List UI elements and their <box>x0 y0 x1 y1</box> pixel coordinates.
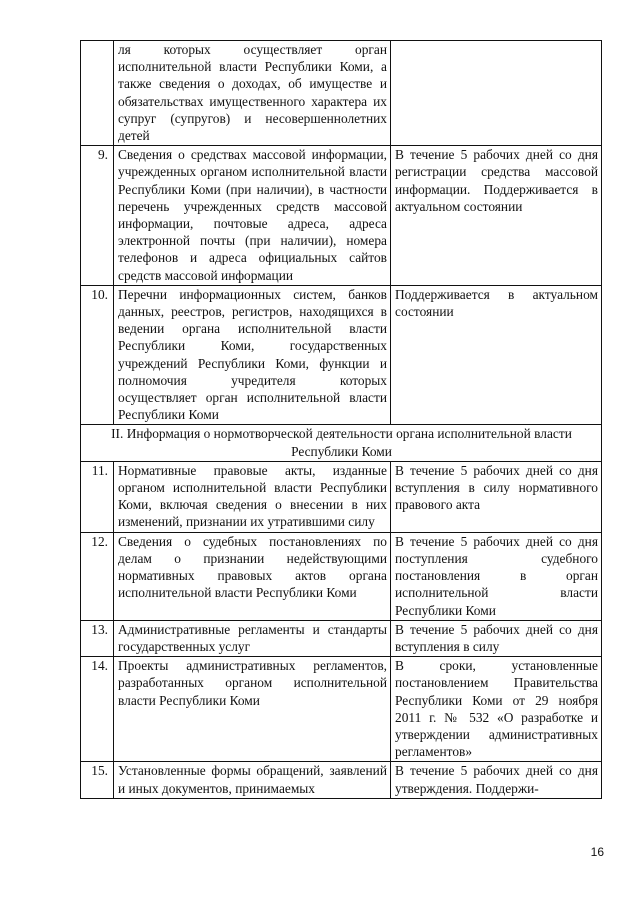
table-row <box>81 146 602 286</box>
row-number: 15. <box>81 762 114 798</box>
requirements-table <box>80 40 602 799</box>
section-heading-row <box>81 425 602 461</box>
row-number: 13. <box>81 620 114 656</box>
term-cell: Поддерживается в актуальном состоянии <box>391 285 602 425</box>
term-cell: В течение 5 рабочих дней со дня утверждения. Поддержи- <box>391 762 602 798</box>
term-cell: В течение 5 рабочих дней со дня регистрации средства массовой информации. Поддерживается в актуальном состоянии <box>391 146 602 286</box>
term-cell: В течение 5 рабочих дней со дня вступления в силу <box>391 620 602 656</box>
row-number: 12. <box>81 532 114 620</box>
table-row <box>81 285 602 425</box>
information-cell: Нормативные правовые акты, изданные органом исполнительной власти Республики Коми, включая сведения о внесении в них изменений, признании их утратившими силу <box>114 461 391 532</box>
table-row <box>81 461 602 532</box>
term-cell: В течение 5 рабочих дней со дня поступления судебного постановления в орган исполнительной власти Республики Коми <box>391 532 602 620</box>
term-cell: В течение 5 рабочих дней со дня вступления в силу нормативного правового акта <box>391 461 602 532</box>
information-cell: Проекты административных регламентов, разработанных органом исполнительной власти Республики Коми <box>114 657 391 762</box>
information-cell: Перечни информационных систем, банков данных, реестров, регистров, находящихся в ведении органа исполнительной власти Республики Коми, государственных учреждений Республики Коми, функции и полномочия учредителя которых осуществляет орган исполнительной власти Республики Коми <box>114 285 391 425</box>
section-heading: II. Информация о нормотворческой деятельности органа исполнительной власти Республики Коми <box>81 425 602 461</box>
row-number: 10. <box>81 285 114 425</box>
information-cell: Сведения о судебных постановлениях по делам о признании недействующими нормативных правовых актов органа исполнительной власти Республики Коми <box>114 532 391 620</box>
row-number: 11. <box>81 461 114 532</box>
row-number: 14. <box>81 657 114 762</box>
row-number: 9. <box>81 146 114 286</box>
information-cell: ля которых осуществляет орган исполнительной власти Республики Коми, а также сведения о доходах, об имуществе и обязательствах имущественного характера их супруг (супругов) и несовершеннолетних детей <box>114 41 391 146</box>
information-cell: Административные регламенты и стандарты государственных услуг <box>114 620 391 656</box>
information-cell: Установленные формы обращений, заявлений и иных документов, принимаемых <box>114 762 391 798</box>
term-cell: В сроки, установленные постановлением Правительства Республики Коми от 29 ноября 2011 г. № 532 «О разработке и утверждении административных регламентов» <box>391 657 602 762</box>
table-row <box>81 762 602 798</box>
table-row <box>81 41 602 146</box>
table-row <box>81 657 602 762</box>
information-cell: Сведения о средствах массовой информации, учрежденных органом исполнительной власти Республики Коми (при наличии), в частности перечень учрежденных средств массовой информации, почтовые адреса, адреса электронной почты (при наличии), номера телефонов и адреса официальных сайтов средств массовой информации <box>114 146 391 286</box>
table-row <box>81 532 602 620</box>
term-cell <box>391 41 602 146</box>
row-number <box>81 41 114 146</box>
table-row <box>81 620 602 656</box>
page-number: 16 <box>590 845 604 859</box>
